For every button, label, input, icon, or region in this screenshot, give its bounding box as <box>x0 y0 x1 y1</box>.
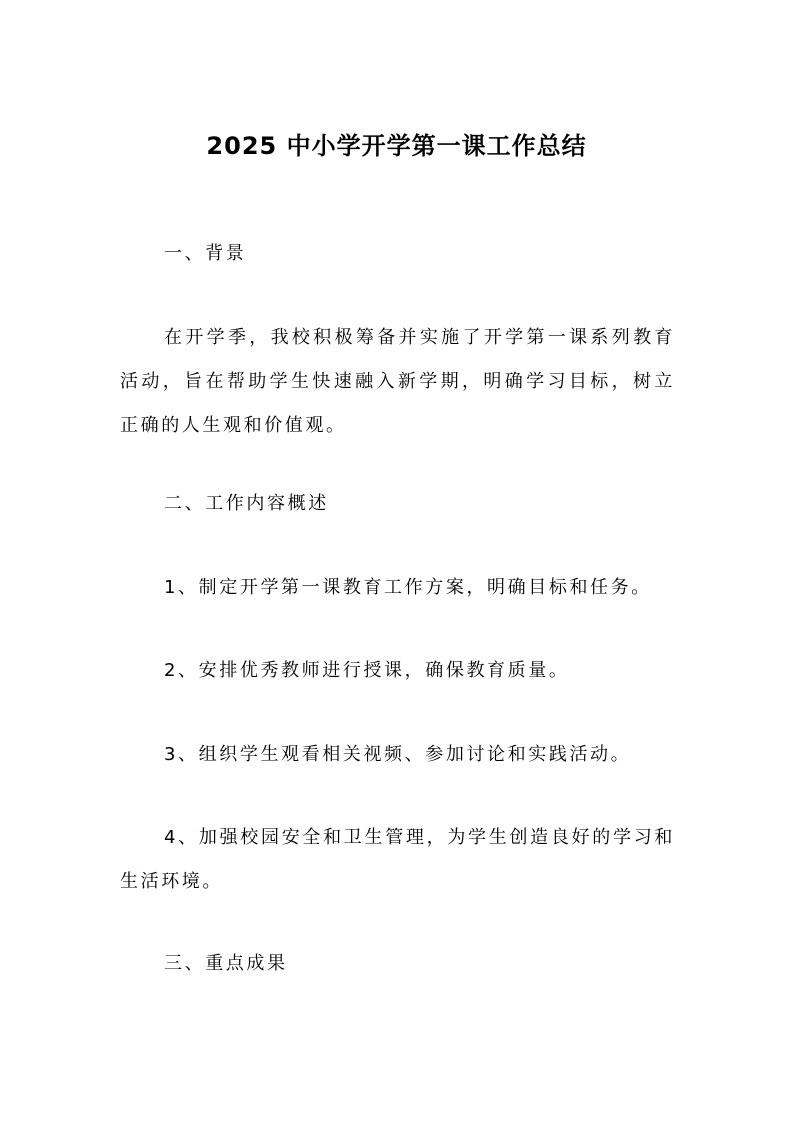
work-item-3: 3、组织学生观看相关视频、参加讨论和实践活动。 <box>164 744 632 765</box>
work-item-4: 4、加强校园安全和卫生管理，为学生创造良好的学习和生活环境。 <box>120 827 675 892</box>
document-title: 2025 中小学开学第一课工作总结 <box>206 132 587 160</box>
section-heading-background: 一、背景 <box>164 243 247 264</box>
work-item-2: 2、安排优秀教师进行授课，确保教育质量。 <box>164 660 570 681</box>
work-item-1: 1、制定开学第一课教育工作方案，明确目标和任务。 <box>164 577 652 598</box>
section-heading-work-overview: 二、工作内容概述 <box>164 493 329 514</box>
background-paragraph: 在开学季，我校积极筹备并实施了开学第一课系列教育活动，旨在帮助学生快速融入新学期，明确学习目标，树立正确的人生观和价值观。 <box>120 327 675 436</box>
section-heading-key-results: 三、重点成果 <box>164 953 288 974</box>
